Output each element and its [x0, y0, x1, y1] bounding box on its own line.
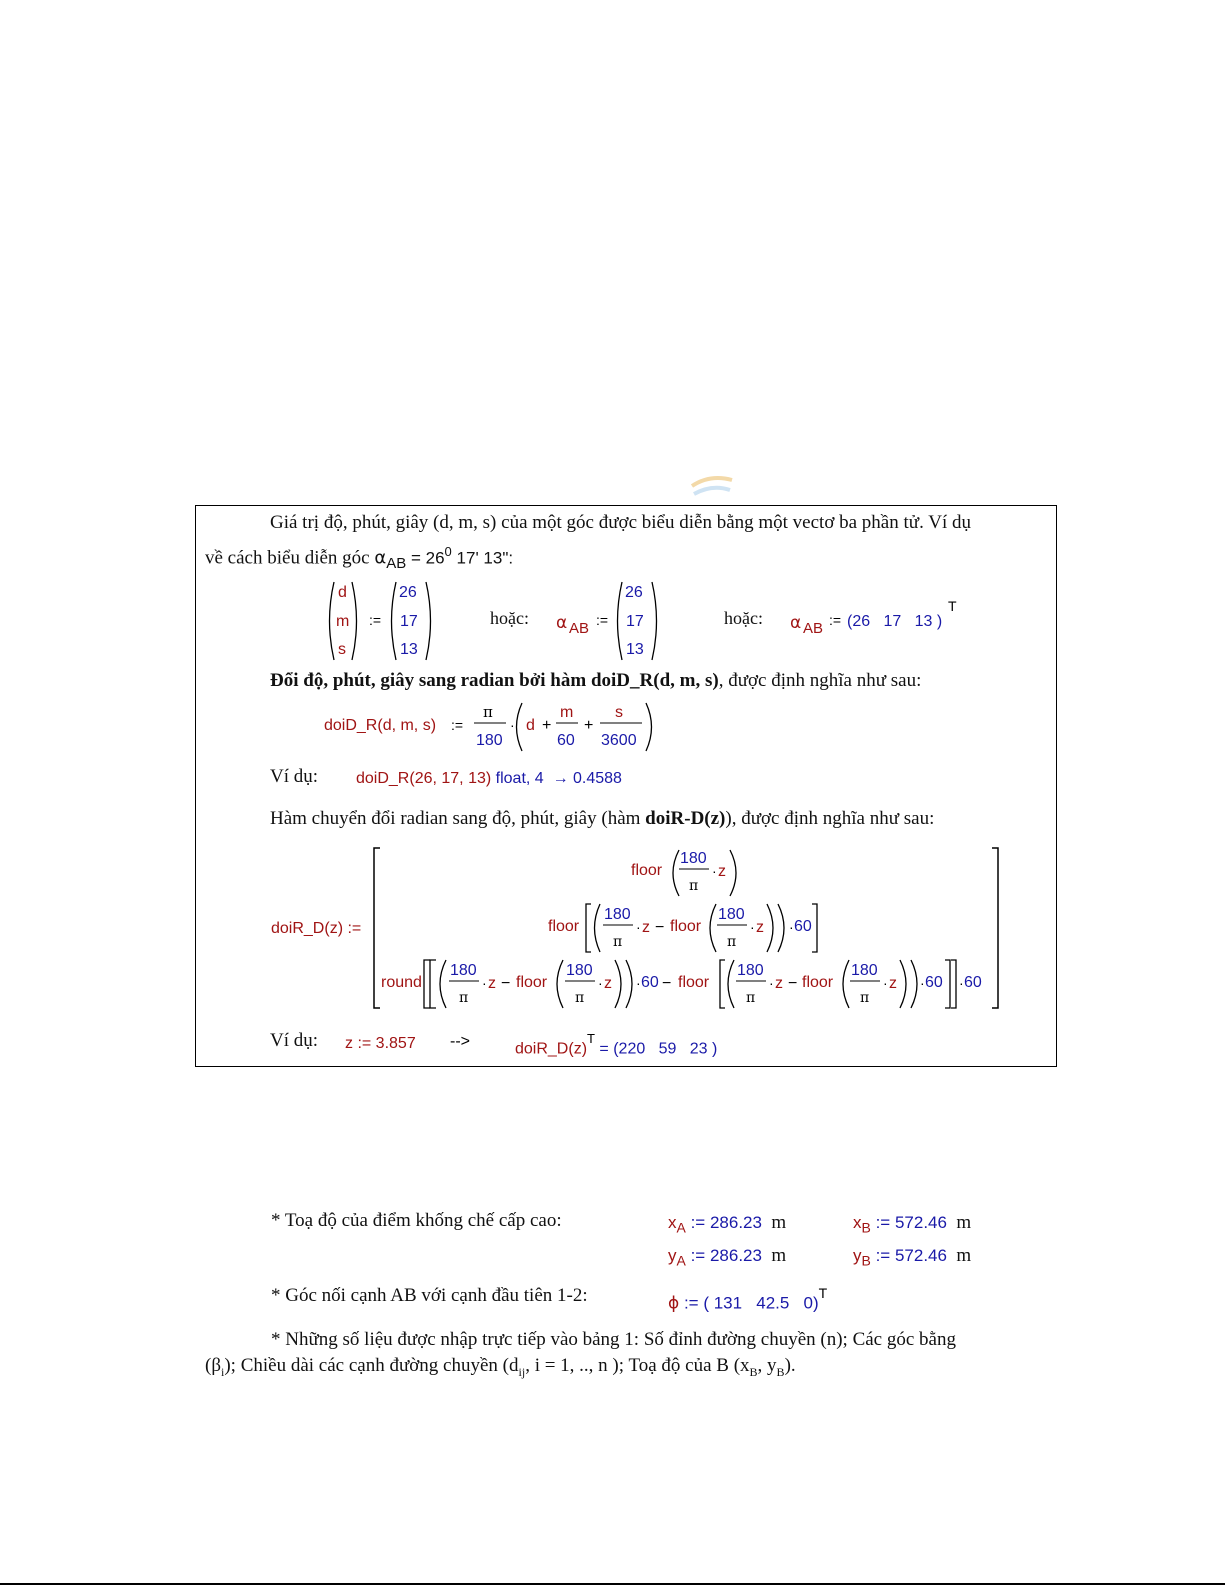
- num-180: 180: [476, 732, 503, 749]
- math-stroke: [710, 904, 716, 952]
- plus-sign: +: [584, 717, 594, 734]
- math-glyph: ·: [920, 975, 925, 991]
- right-paren: [646, 703, 652, 751]
- input-data-line-1: * Những số liệu được nhập trực tiếp vào bảng 1: Số đỉnh đường chuyền (n); Các góc bằng: [271, 1329, 956, 1350]
- doiD-R-formula: [320, 700, 680, 754]
- math-glyph: 180: [718, 906, 745, 923]
- math-glyph: ·: [959, 975, 964, 991]
- math-glyph: floor: [631, 862, 663, 879]
- math-stroke: [626, 960, 632, 1008]
- math-glyph: floor: [670, 918, 702, 935]
- math-glyph: π: [727, 934, 737, 950]
- def1-function-name: doiD_R(d, m, s): [590, 670, 719, 691]
- math-glyph: −: [662, 975, 672, 992]
- doiR-D-formula-matrix: [370, 846, 1010, 1014]
- math-glyph: z: [642, 919, 650, 936]
- math-glyph: 60: [964, 974, 982, 991]
- vec-var-s: s: [338, 641, 346, 658]
- math-stroke: [424, 960, 430, 1008]
- example2-label: Ví dụ:: [270, 1030, 319, 1051]
- right-paren: [426, 582, 431, 660]
- f1-3600: 3600: [601, 732, 637, 749]
- coordinate-label: * Toạ độ của điểm khống chế cấp cao:: [271, 1210, 562, 1231]
- vec-val-13: 13: [400, 641, 418, 658]
- assign-op: :=: [829, 612, 842, 628]
- f1-d: d: [526, 717, 535, 734]
- math-glyph: floor: [548, 918, 580, 935]
- intro-line-2: về cách biểu diễn góc $\alpha_{AB} = 26^0$ 17' 13":: [205, 544, 514, 573]
- matrix-left-bracket: [374, 848, 380, 1008]
- math-glyph: ·: [883, 975, 888, 991]
- math-glyph: z: [775, 975, 783, 992]
- math-glyph: π: [575, 990, 585, 1006]
- math-glyph: ·: [789, 919, 794, 935]
- math-glyph: 180: [604, 906, 631, 923]
- math-glyph: ·: [636, 919, 641, 935]
- math-glyph: π: [613, 934, 623, 950]
- math-glyph: 60: [641, 974, 659, 991]
- math-glyph: z: [889, 975, 897, 992]
- matrix-row-minutes: [548, 904, 817, 952]
- math-glyph: −: [501, 975, 511, 992]
- left-paren: [517, 703, 523, 751]
- math-glyph: z: [604, 975, 612, 992]
- yA-assignment: $y_A$ := 286.23 m: [668, 1245, 787, 1269]
- left-paren: [392, 582, 397, 660]
- def1-sentence: Đổi độ, phút, giây sang radian bởi hàm doiD_R(d, m, s), được định nghĩa như sau:: [270, 670, 922, 691]
- vec-val-17: 17: [400, 613, 418, 630]
- alpha-symbol: α: [790, 613, 802, 633]
- math-stroke: [843, 960, 849, 1008]
- math-glyph: z: [718, 863, 726, 880]
- math-stroke: [767, 904, 773, 952]
- xB-assignment: $x_B$ := 572.46 m: [853, 1212, 972, 1236]
- math-glyph: 60: [794, 918, 812, 935]
- vec-var-m: m: [336, 613, 350, 630]
- math-stroke: [911, 960, 917, 1008]
- math-glyph: 180: [450, 962, 477, 979]
- matrix-right-bracket: [992, 848, 998, 1008]
- yB-assignment: $y_B$ := 572.46 m: [853, 1245, 972, 1269]
- phi-assignment: ϕ := ( 131 42.5 0)$^T$: [668, 1285, 828, 1314]
- f1-name: doiD_R(d, m, s): [324, 717, 437, 734]
- math-stroke: [900, 960, 906, 1008]
- math-glyph: z: [756, 919, 764, 936]
- math-glyph: ·: [510, 717, 515, 733]
- math-glyph: ·: [750, 919, 755, 935]
- def2-function-name: doiR-D(z): [645, 808, 726, 829]
- math-glyph: −: [655, 919, 665, 936]
- transpose-mark: T: [948, 598, 957, 614]
- vec-var-d: d: [338, 584, 347, 601]
- alpha-val-17: 17: [626, 613, 644, 630]
- math-stroke: [945, 960, 950, 1008]
- math-stroke: [557, 960, 563, 1008]
- alpha-val-13: 13: [626, 641, 644, 658]
- math-glyph: floor: [516, 974, 548, 991]
- def2-sentence: Hàm chuyển đổi radian sang độ, phút, giây (hàm doiR-D(z)), được định nghĩa như sau:: [270, 808, 935, 829]
- math-stroke: [778, 904, 784, 952]
- watermark-logo-icon: [690, 472, 734, 500]
- vec-val-26: 26: [399, 584, 417, 601]
- right-paren: [652, 582, 657, 660]
- math-glyph: ·: [769, 975, 774, 991]
- left-paren: [618, 582, 623, 660]
- math-stroke: [720, 960, 725, 1008]
- math-stroke: [673, 850, 679, 896]
- plus-sign: +: [542, 717, 552, 734]
- pi-symbol: π: [483, 703, 493, 721]
- math-glyph: 180: [737, 962, 764, 979]
- example2-z-assign: z := 3.857: [345, 1035, 416, 1052]
- math-glyph: ·: [482, 975, 487, 991]
- math-glyph: floor: [678, 974, 710, 991]
- vector-definitions: [320, 578, 1040, 664]
- assign-op: :=: [451, 717, 464, 733]
- math-glyph: round: [381, 974, 422, 991]
- math-stroke: [730, 850, 736, 896]
- alpha-subscript: AB: [569, 620, 590, 637]
- or-label-2: hoặc:: [724, 608, 763, 628]
- alpha-val-26: 26: [625, 584, 643, 601]
- math-glyph: π: [746, 990, 756, 1006]
- input-data-line-2: $(\beta_i)$; Chiều dài các cạnh đường chuyền ($d_{ij}$, i = 1, .., n ); Toạ độ của B ($x_B$, $y_B$).: [205, 1355, 796, 1379]
- math-glyph: ·: [636, 975, 641, 991]
- intro-line-1: Giá trị độ, phút, giây (d, m, s) của một góc được biểu diễn bằng một vectơ ba phần tử. Ví dụ: [270, 512, 971, 533]
- math-glyph: z: [488, 975, 496, 992]
- math-stroke: [440, 960, 446, 1008]
- math-glyph: 180: [851, 962, 878, 979]
- math-glyph: 180: [680, 850, 707, 867]
- f1-60: 60: [557, 732, 575, 749]
- math-glyph: floor: [802, 974, 834, 991]
- math-stroke: [586, 904, 591, 952]
- xA-assignment: $x_A$ := 286.23 m: [668, 1212, 787, 1236]
- math-stroke: [692, 478, 732, 486]
- f2-name: doiR_D(z) :=: [271, 920, 362, 937]
- math-glyph: −: [788, 975, 798, 992]
- math-glyph: π: [459, 990, 469, 1006]
- math-stroke: [694, 488, 730, 494]
- math-glyph: π: [689, 878, 699, 894]
- math-glyph: 60: [925, 974, 943, 991]
- math-stroke: [615, 960, 621, 1008]
- math-glyph: 180: [566, 962, 593, 979]
- math-stroke: [595, 904, 601, 952]
- math-stroke: [951, 960, 956, 1008]
- example1-label: Ví dụ:: [270, 766, 319, 787]
- example1-expression: doiD_R(26, 17, 13) float, 4 → 0.4588: [356, 770, 622, 787]
- example2-result: $doiR\_D(z)^T = (220$ 59 23 ): [515, 1031, 718, 1058]
- matrix-row-seconds: [381, 960, 982, 1008]
- right-paren: [352, 582, 357, 660]
- f1-m: m: [560, 704, 574, 721]
- alpha-subscript: AB: [803, 620, 824, 637]
- math-glyph: π: [860, 990, 870, 1006]
- alpha-row-vector: (26 17 13 ): [847, 613, 943, 630]
- f1-s: s: [615, 704, 623, 721]
- assign-op: :=: [369, 612, 382, 628]
- math-glyph: ·: [598, 975, 603, 991]
- example2-arrow: -->: [450, 1033, 470, 1050]
- matrix-row-degrees: [631, 850, 736, 896]
- or-label-1: hoặc:: [490, 608, 529, 628]
- connection-angle-label: * Góc nối cạnh AB với cạnh đầu tiên 1-2:: [271, 1285, 588, 1306]
- math-stroke: [430, 960, 436, 1008]
- math-stroke: [728, 960, 734, 1008]
- math-stroke: [812, 904, 817, 952]
- alpha-symbol: α: [556, 613, 568, 633]
- math-glyph: ·: [712, 863, 717, 879]
- left-paren: [330, 582, 335, 660]
- assign-op: :=: [596, 612, 609, 628]
